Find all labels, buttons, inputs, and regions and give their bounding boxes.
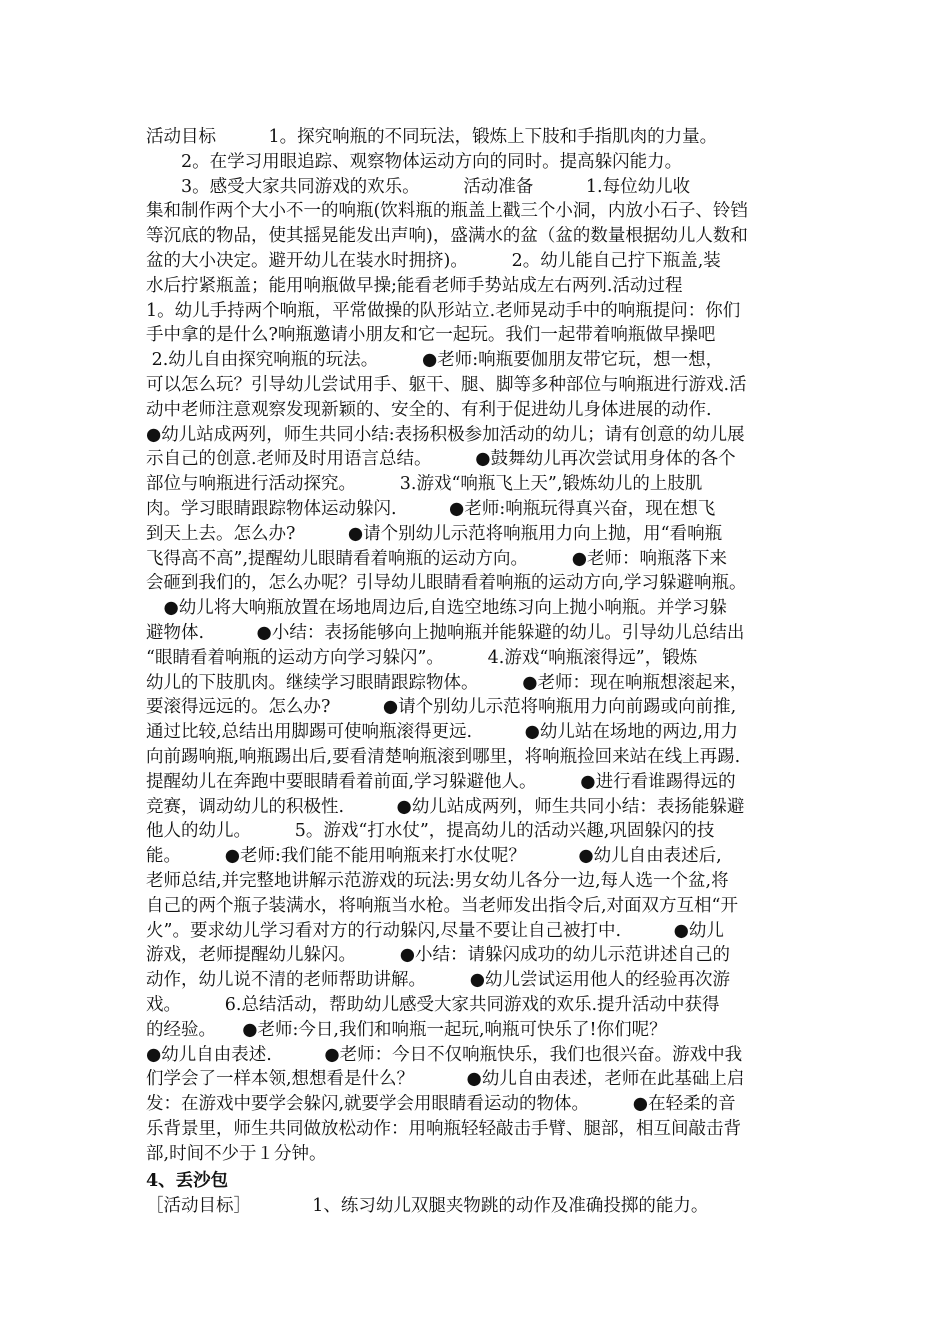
- text-line: 手中拿的是什么?响瓶邀请小朋友和它一起玩。我们一起带着响瓶做早操吧: [146, 325, 716, 346]
- text-line: 游戏，老师提醒幼儿躲闪。 ●小结：请躲闪成功的幼儿示范讲述自己的: [146, 945, 731, 966]
- text-line: 水后拧紧瓶盖；能用响瓶做早操;能看老师手势站成左右两列.活动过程: [146, 275, 683, 296]
- text-line: 集和制作两个大小不一的响瓶(饮料瓶的瓶盖上戳三个小洞，内放小石子、铃铛: [146, 201, 748, 222]
- text-line: 幼儿的下肢肌肉。继续学习眼睛跟踪物体。 ●老师：现在响瓶想滚起来，: [146, 672, 748, 693]
- text-line: 会砸到我们的，怎么办呢？引导幼儿眼睛看着响瓶的运动方向,学习躲避响瓶。: [146, 573, 747, 594]
- text-line: 活动目标 1。探究响瓶的不同玩法，锻炼上下肢和手指肌肉的力量。: [146, 127, 718, 147]
- text-line: ●幼儿自由表述. ●老师：今日不仅响瓶快乐，我们也很兴奋。游戏中我: [146, 1044, 743, 1065]
- section-heading: 4、丢沙包: [146, 1171, 229, 1191]
- text-line: 盆的大小决定。避开幼儿在装水时拥挤)。 2。幼儿能自己拧下瓶盖,装: [146, 251, 721, 271]
- text-line: 等沉底的物品，使其摇晃能发出声响)，盛满水的盆（盆的数量根据幼儿人数和: [146, 226, 748, 247]
- text-line: 2。在学习用眼追踪、观察物体运动方向的同时。提高躲闪能力。: [146, 151, 683, 172]
- text-line: 部位与响瓶进行活动探究。 3.游戏“响瓶飞上天”,锻炼幼儿的上肢肌: [146, 474, 703, 495]
- text-line: ●幼儿站成两列，师生共同小结:表扬积极参加活动的幼儿；请有创意的幼儿展: [146, 424, 745, 445]
- text-line: 肉。学习眼睛跟踪物体运动躲闪. ●老师:响瓶玩得真兴奋，现在想飞: [146, 499, 716, 519]
- text-line: 的经验。 ●老师:今日,我们和响瓶一起玩,响瓶可快乐了!你们呢？: [146, 1019, 667, 1040]
- text-line: ●幼儿将大响瓶放置在场地周边后,自选空地练习向上抛小响瓶。并学习躲: [146, 598, 727, 619]
- text-line: 戏。 6.总结活动，帮助幼儿感受大家共同游戏的欢乐.提升活动中获得: [146, 995, 720, 1015]
- text-line: 他人的幼儿。 5。游戏“打水仗”，提高幼儿的活动兴趣,巩固躲闪的技: [146, 821, 715, 842]
- text-line: 2.幼儿自由探究响瓶的玩法。 ●老师:响瓶要伽朋友带它玩，想一想，: [146, 350, 724, 371]
- text-line: 竞赛，调动幼儿的积极性. ●幼儿站成两列，师生共同小结：表扬能躲避: [146, 796, 745, 817]
- text-line: 老师总结,并完整地讲解示范游戏的玩法:男女幼儿各分一边,每人选一个盆,将: [146, 871, 729, 891]
- text-line: 部,时间不少于１分钟。: [146, 1143, 327, 1164]
- text-line: 通过比较,总结出用脚踢可使响瓶滚得更远. ●幼儿站在场地的两边,用力: [146, 722, 738, 743]
- text-line: 动中老师注意观察发现新颖的、安全的、有利于促进幼儿身体进展的动作.: [146, 399, 712, 420]
- text-line: 可以怎么玩？引导幼儿尝试用手、躯干、腿、脚等多种部位与响瓶进行游戏.活: [146, 375, 747, 395]
- text-line: 飞得高不高”,提醒幼儿眼睛看着响瓶的运动方向。 ●老师：响瓶落下来: [146, 548, 728, 569]
- text-line: 到天上去。怎么办? ●请个别幼儿示范将响瓶用力向上抛，用“看响瓶: [146, 523, 723, 544]
- text-line: 1。幼儿手持两个响瓶，平常做操的队形站立.老师晃动手中的响瓶提问：你们: [146, 300, 741, 321]
- text-line: 能。 ●老师:我们能不能用响瓶来打水仗呢？ ●幼儿自由表述后,: [146, 846, 722, 867]
- activity-goal-line: ［活动目标］ 1、练习幼儿双腿夹物跳的动作及准确投掷的能力。: [146, 1196, 709, 1216]
- text-line: 3。感受大家共同游戏的欢乐。 活动准备 1.每位幼儿收: [146, 176, 691, 197]
- text-line: 避物体. ●小结：表扬能够向上抛响瓶并能躲避的幼儿。引导幼儿总结出: [146, 623, 745, 643]
- text-line: 火”。要求幼儿学习看对方的行动躲闪,尽量不要让自己被打中. ●幼儿: [146, 920, 724, 941]
- text-line: 示自己的创意.老师及时用语言总结。 ●鼓舞幼儿再次尝试用身体的各个: [146, 449, 736, 470]
- text-line: 要滚得远远的。怎么办? ●请个别幼儿示范将响瓶用力向前踢或向前推,: [146, 697, 737, 718]
- text-line: 向前踢响瓶,响瓶踢出后,要看清楚响瓶滚到哪里，将响瓶捡回来站在线上再踢.: [146, 747, 741, 767]
- text-line: 发：在游戏中要学会躲闪,就要学会用眼睛看运动的物体。 ●在轻柔的音: [146, 1094, 736, 1115]
- text-line: 自己的两个瓶子装满水，将响瓶当水枪。当老师发出指令后,对面双方互相“开: [146, 895, 739, 916]
- text-line: 提醒幼儿在奔跑中要眼睛看着前面,学习躲避他人。 ●进行看谁踢得远的: [146, 771, 736, 792]
- text-line: 动作，幼儿说不清的老师帮助讲解。 ●幼儿尝试运用他人的经验再次游: [146, 970, 731, 991]
- text-line: 们学会了一样本领,想想看是什么？ ●幼儿自由表述，老师在此基础上启: [146, 1069, 745, 1090]
- text-line: “眼睛看着响瓶的运动方向学习躲闪”。 4.游戏“响瓶滚得远”，锻炼: [146, 647, 698, 668]
- text-line: 乐背景里，师生共同做放松动作：用响瓶轻轻敲击手臂、腿部，相互间敲击背: [146, 1119, 741, 1139]
